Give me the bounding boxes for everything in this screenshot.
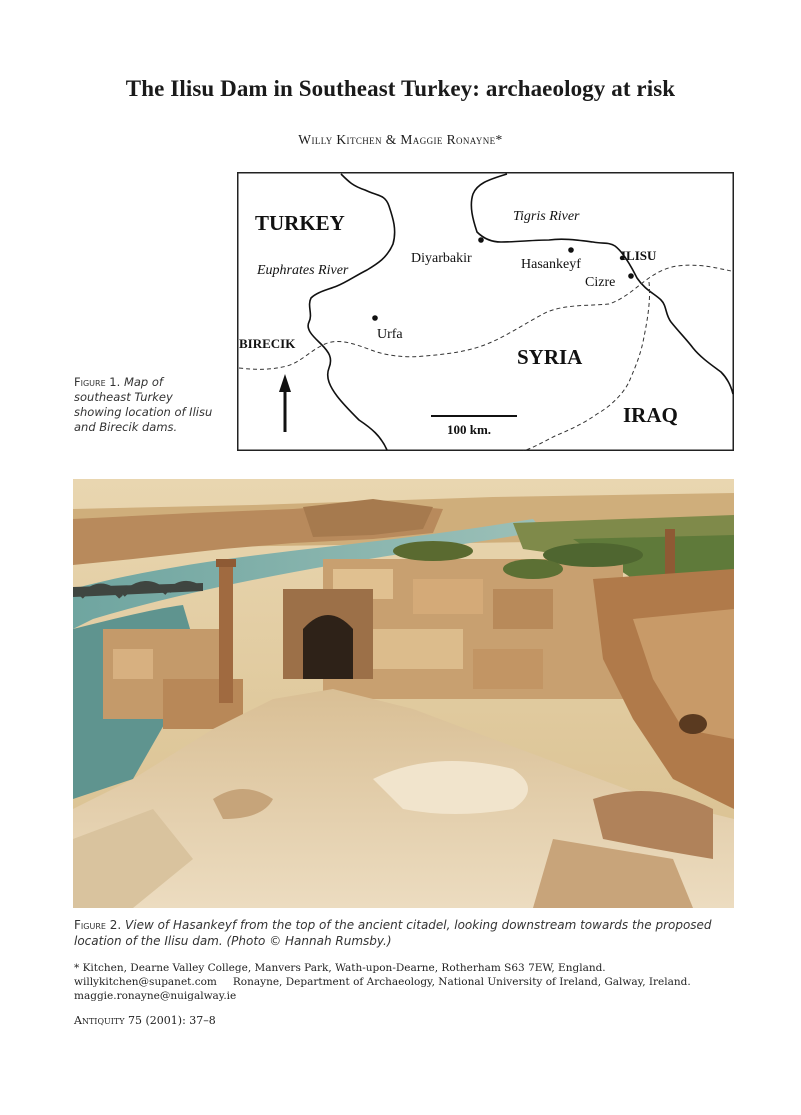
article-title: The Ilisu Dam in Southeast Turkey: archaeology at risk	[125, 76, 676, 101]
email-kitchen[interactable]: willykitchen@supanet.com	[74, 976, 217, 988]
map-scale-label: 100 km.	[447, 422, 492, 437]
figure-1-caption-text: Map of southeast Turkey showing location of Ilisu and Birecik dams.	[74, 375, 213, 434]
journal-citation: Antiquity 75 (2001): 37–8	[74, 1014, 216, 1027]
author-footnote	[74, 961, 734, 1003]
email-ronayne[interactable]: maggie.ronayne@nuigalway.ie	[74, 990, 237, 1002]
map-label-iraq: IRAQ	[623, 403, 678, 427]
footnote-line-2	[74, 975, 734, 989]
figure-2-caption	[74, 917, 714, 949]
map-label-euphrates: Euphrates River	[257, 263, 349, 278]
map-label-cizre: Cizre	[585, 275, 616, 290]
map-label-turkey: TURKEY	[255, 211, 345, 235]
map-label-ilisu: ILISU	[621, 248, 657, 263]
map-label-birecik: BIRECIK	[239, 336, 296, 351]
authors: Willy Kitchen & Maggie Ronayne*	[298, 132, 503, 147]
figure-2-number: Figure 2.	[74, 918, 122, 932]
footnote-line-1: * Kitchen, Dearne Valley College, Manvers Park, Wath-upon-Dearne, Rotherham S63 7EW, England.	[74, 962, 606, 974]
map-label-diyarbakir: Diyarbakir	[411, 251, 472, 266]
map-label-urfa: Urfa	[377, 327, 403, 342]
map-label-hasankeyf: Hasankeyf	[521, 257, 581, 272]
map-label-tigris: Tigris River	[513, 209, 580, 224]
figure-1-number: Figure 1.	[74, 375, 121, 389]
map-label-syria: SYRIA	[517, 345, 583, 369]
figure-2-caption-text: View of Hasankeyf from the top of the ancient citadel, looking downstream towards the proposed location of the Ilisu dam. (Photo © Hannah Rumsby.)	[74, 918, 712, 948]
figure-1-caption	[74, 375, 214, 435]
figure-2-photo	[73, 479, 734, 908]
figure-1-map	[237, 172, 734, 451]
footnote-ronayne-affiliation: Ronayne, Department of Archaeology, National University of Ireland, Galway, Ireland.	[232, 976, 691, 988]
